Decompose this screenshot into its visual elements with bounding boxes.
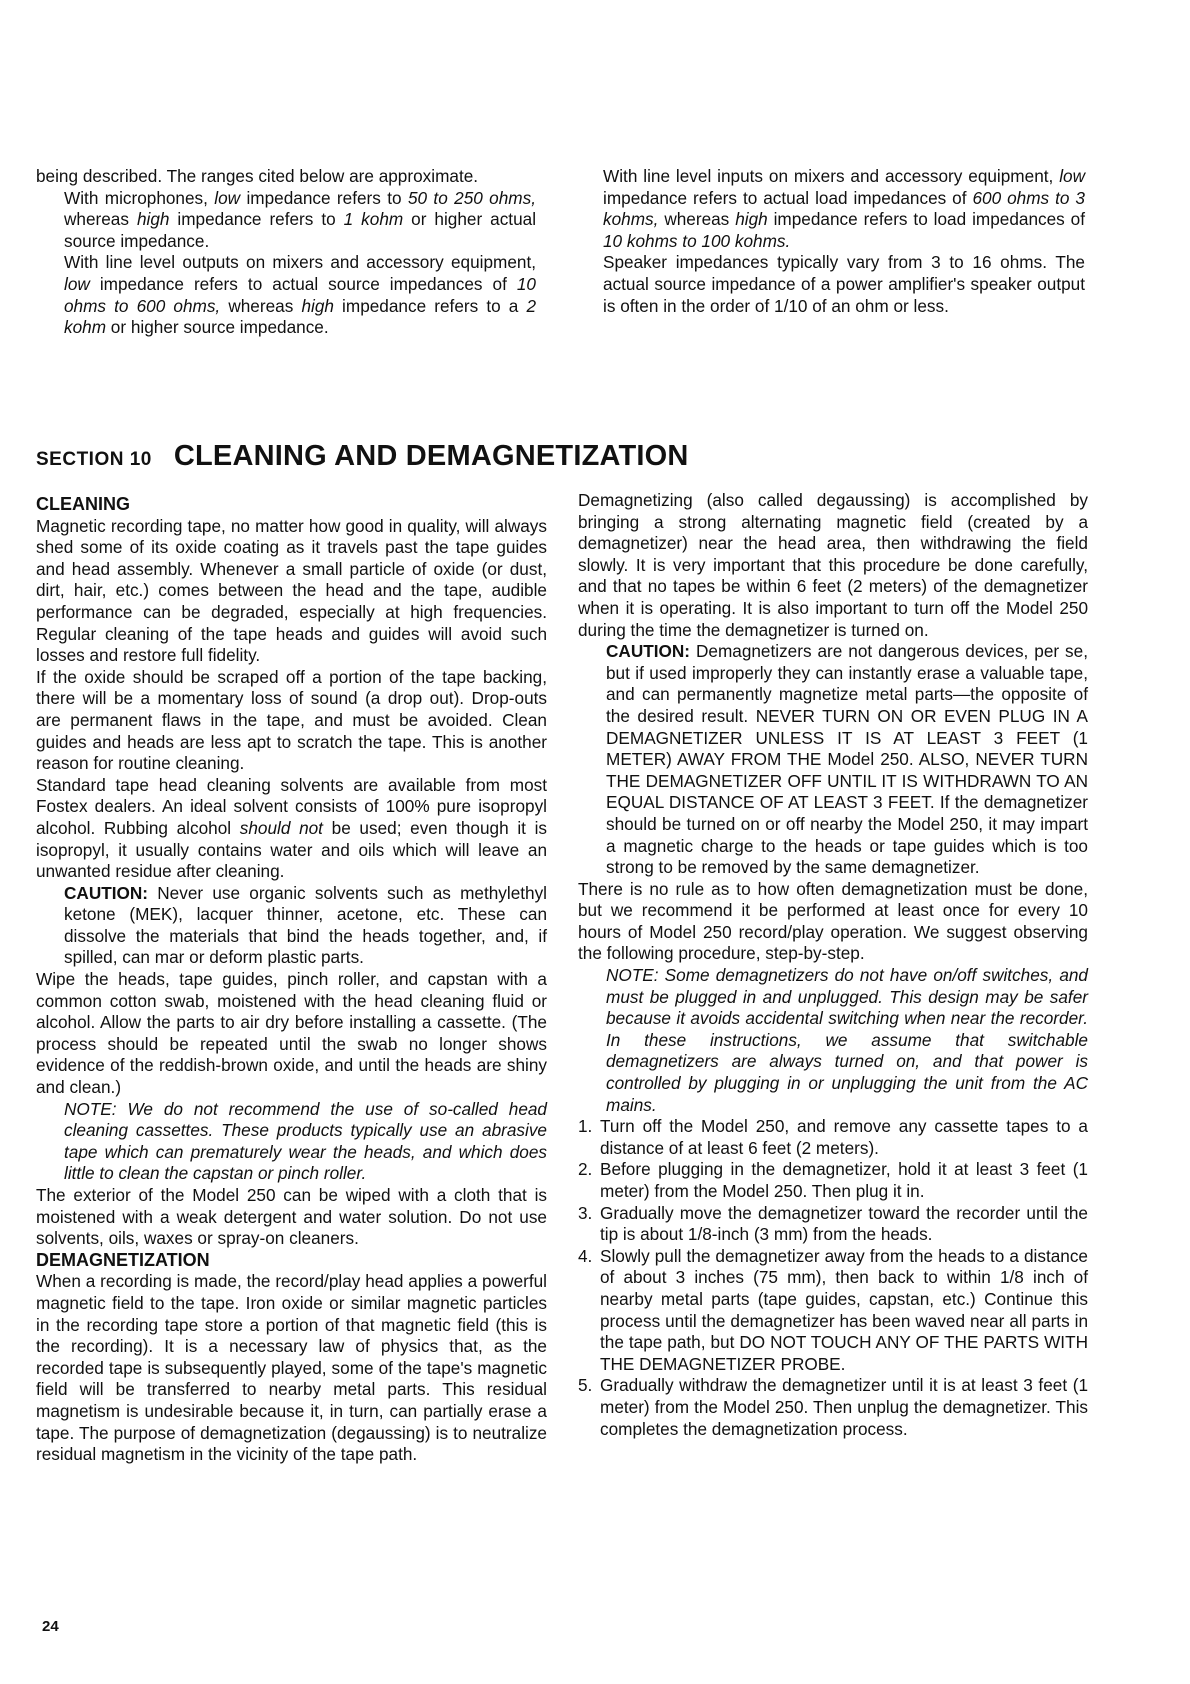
paragraph-line-inputs: With line level inputs on mixers and accessory equipment, low impedance refers to actual load impedances of 600 ohms to 3 kohms, whereas high impedance refers to load impedances of 10 kohms to 100 kohms. xyxy=(603,166,1085,251)
paragraph: being described. The ranges cited below are approximate. xyxy=(36,166,479,186)
paragraph: If the oxide should be scraped off a portion of the tape backing, there will be a momentary loss of sound (a drop out). Drop-outs are permanent flaws in the tape, and must be avoided. Clean guides and heads are less apt to scratch the tape. This is another reason for routine cleaning. xyxy=(36,666,547,774)
paragraph-line-outputs: With line level outputs on mixers and accessory equipment, low impedance refers to actual source impedances of 10 ohms to 600 ohms, whereas high impedance refers to a 2 kohm or higher source impedance. xyxy=(64,252,537,338)
list-item: 4. Slowly pull the demagnetizer away from the heads to a distance of about 3 inches (75 mm), then back to within 1/8 inch of nearby metal parts (tape guides, capstan, etc.) Continue this process until the demagnetizer has been waved near all parts in the tape path, but DO NOT TOUCH ANY OF THE PARTS WITH THE DEMAGNETIZER PROBE. xyxy=(578,1245,1088,1374)
demagnetization-heading: DEMAGNETIZATION xyxy=(36,1249,210,1270)
list-item: 5. Gradually withdraw the demagnetizer until it is at least 3 feet (1 meter) from the Model 250. Then unplug the demagnetizer. This completes the demagnetization process. xyxy=(578,1375,1088,1439)
paragraph: The exterior of the Model 250 can be wiped with a cloth that is moistened with a weak detergent and water solution. Do not use solvents, oils, waxes or spray-on cleaners. xyxy=(36,1185,547,1249)
list-item: 1. Turn off the Model 250, and remove any cassette tapes to a distance of at least 6 feet (2 meters). xyxy=(578,1116,1088,1158)
note-demagnetizers: NOTE: Some demagnetizers do not have on/off switches, and must be plugged in and unplugged. This design may be safer because it avoids accidental switching when near the recorder. In these instructions, we assume that switchable demagnetizers are always turned on, and that power is controlled by plugging in or unplugging the unit from the AC mains. xyxy=(606,965,1088,1115)
caution-demagnetizer: CAUTION: Demagnetizers are not dangerous devices, per se, but if used improperly they can instantly erase a valuable tape, and can permanently magnetize metal parts—the opposite of the desired result. NEVER TURN ON OR EVEN PLUG IN A DEMAGNETIZER UNLESS IT IS AT LEAST 3 FEET (1 METER) AWAY FROM THE Model 250. ALSO, NEVER TURN THE DEMAGNETIZER OFF UNTIL IT IS WITHDRAWN TO AN EQUAL DISTANCE OF AT LEAST 3 FEET. If the demagnetizer should be turned on or off nearby the Model 250, it may impart a magnetic charge to the heads or tape guides which is too strong to be removed by the same demagnetizer. xyxy=(606,641,1088,878)
paragraph-speaker-impedance: Speaker impedances typically vary from 3 to 16 ohms. The actual source impedance of a power amplifier's speaker output is often in the order of 1/10 of an ohm or less. xyxy=(603,252,1085,316)
caution-cleaning: CAUTION: Never use organic solvents such as methylethyl ketone (MEK), lacquer thinner, acetone, etc. These can dissolve the materials that bind the heads together, and, if spilled, can mar or deform plastic parts. xyxy=(64,882,547,968)
paragraph: When a recording is made, the record/play head applies a powerful magnetic field to the tape. Iron oxide or similar magnetic particles in the recording tape store a portion of that magnetic field (this is the recording). It is a necessary law of physics that, as the recorded tape is subsequently played, some of the tape's magnetic field will be transferred to nearby metal parts. This residual magnetism is undesirable because it, in turn, can partially erase a tape. The purpose of demagnetization (degaussing) is to neutralize residual magnetism in the vicinity of the tape path. xyxy=(36,1271,547,1465)
caution-label: CAUTION: xyxy=(64,882,149,903)
note-cleaning-cassettes: NOTE: We do not recommend the use of so-called head cleaning cassettes. These products typically use an abrasive tape which can prematurely wear the heads, and which does little to clean the capstan or pinch roller. xyxy=(64,1098,547,1184)
paragraph: Magnetic recording tape, no matter how good in quality, will always shed some of its oxide coating as it travels past the tape guides and head assembly. Whenever a small particle of oxide (or dust, dirt, hair, etc.) comes between the head and the tape, audible performance can be degraded, especially at high frequencies. Regular cleaning of the tape heads and guides will avoid such losses and restore full fidelity. xyxy=(36,515,547,666)
section-label: SECTION 10 xyxy=(36,449,152,470)
caution-label: CAUTION: xyxy=(606,641,691,662)
page-number: 24 xyxy=(42,1618,59,1635)
paragraph: Wipe the heads, tape guides, pinch roller, and capstan with a common cotton swab, moistened with the head cleaning fluid or alcohol. Allow the parts to air dry before installing a cassette. (The process should be repeated until the swab no longer shows evidence of the reddish-brown oxide, and until the heads are shiny and clean.) xyxy=(36,969,547,1098)
list-item: 2. Before plugging in the demagnetizer, hold it at least 3 feet (1 meter) from the Model 250. Then plug it in. xyxy=(578,1159,1088,1201)
main-column-left xyxy=(36,494,547,1466)
section-heading xyxy=(36,440,689,473)
paragraph-microphones: With microphones, low impedance refers to 50 to 250 ohms, whereas high impedance refers to 1 kohm or higher actual source impedance. xyxy=(64,187,537,251)
impedance-text-left xyxy=(36,166,536,339)
cleaning-heading: CLEANING xyxy=(36,494,130,514)
procedure-steps xyxy=(578,1116,1088,1440)
paragraph-solvents: Standard tape head cleaning solvents are available from most Fostex dealers. An ideal solvent consists of 100% pure isopropyl alcohol. Rubbing alcohol should not be used; even though it is isopropyl, it usually contains water and oils which will leave an unwanted residue after cleaning. xyxy=(36,774,547,882)
impedance-text-right xyxy=(603,166,1085,317)
section-title: CLEANING AND DEMAGNETIZATION xyxy=(173,440,689,472)
paragraph: Demagnetizing (also called degaussing) is accomplished by bringing a strong alternating magnetic field (created by a demagnetizer) near the head area, then withdrawing the field slowly. It is very important that this procedure be done carefully, and that no tapes be within 6 feet (2 meters) of the demagnetizer when it is operating. It is also important to turn off the Model 250 during the time the demagnetizer is turned on. xyxy=(578,490,1088,640)
paragraph: There is no rule as to how often demagnetization must be done, but we recommend it be performed at least once for every 10 hours of Model 250 record/play operation. We suggest observing the following procedure, step-by-step. xyxy=(578,878,1088,964)
main-column-right xyxy=(578,490,1088,1440)
list-item: 3. Gradually move the demagnetizer toward the recorder until the tip is about 1/8-inch (3 mm) from the heads. xyxy=(578,1202,1088,1245)
